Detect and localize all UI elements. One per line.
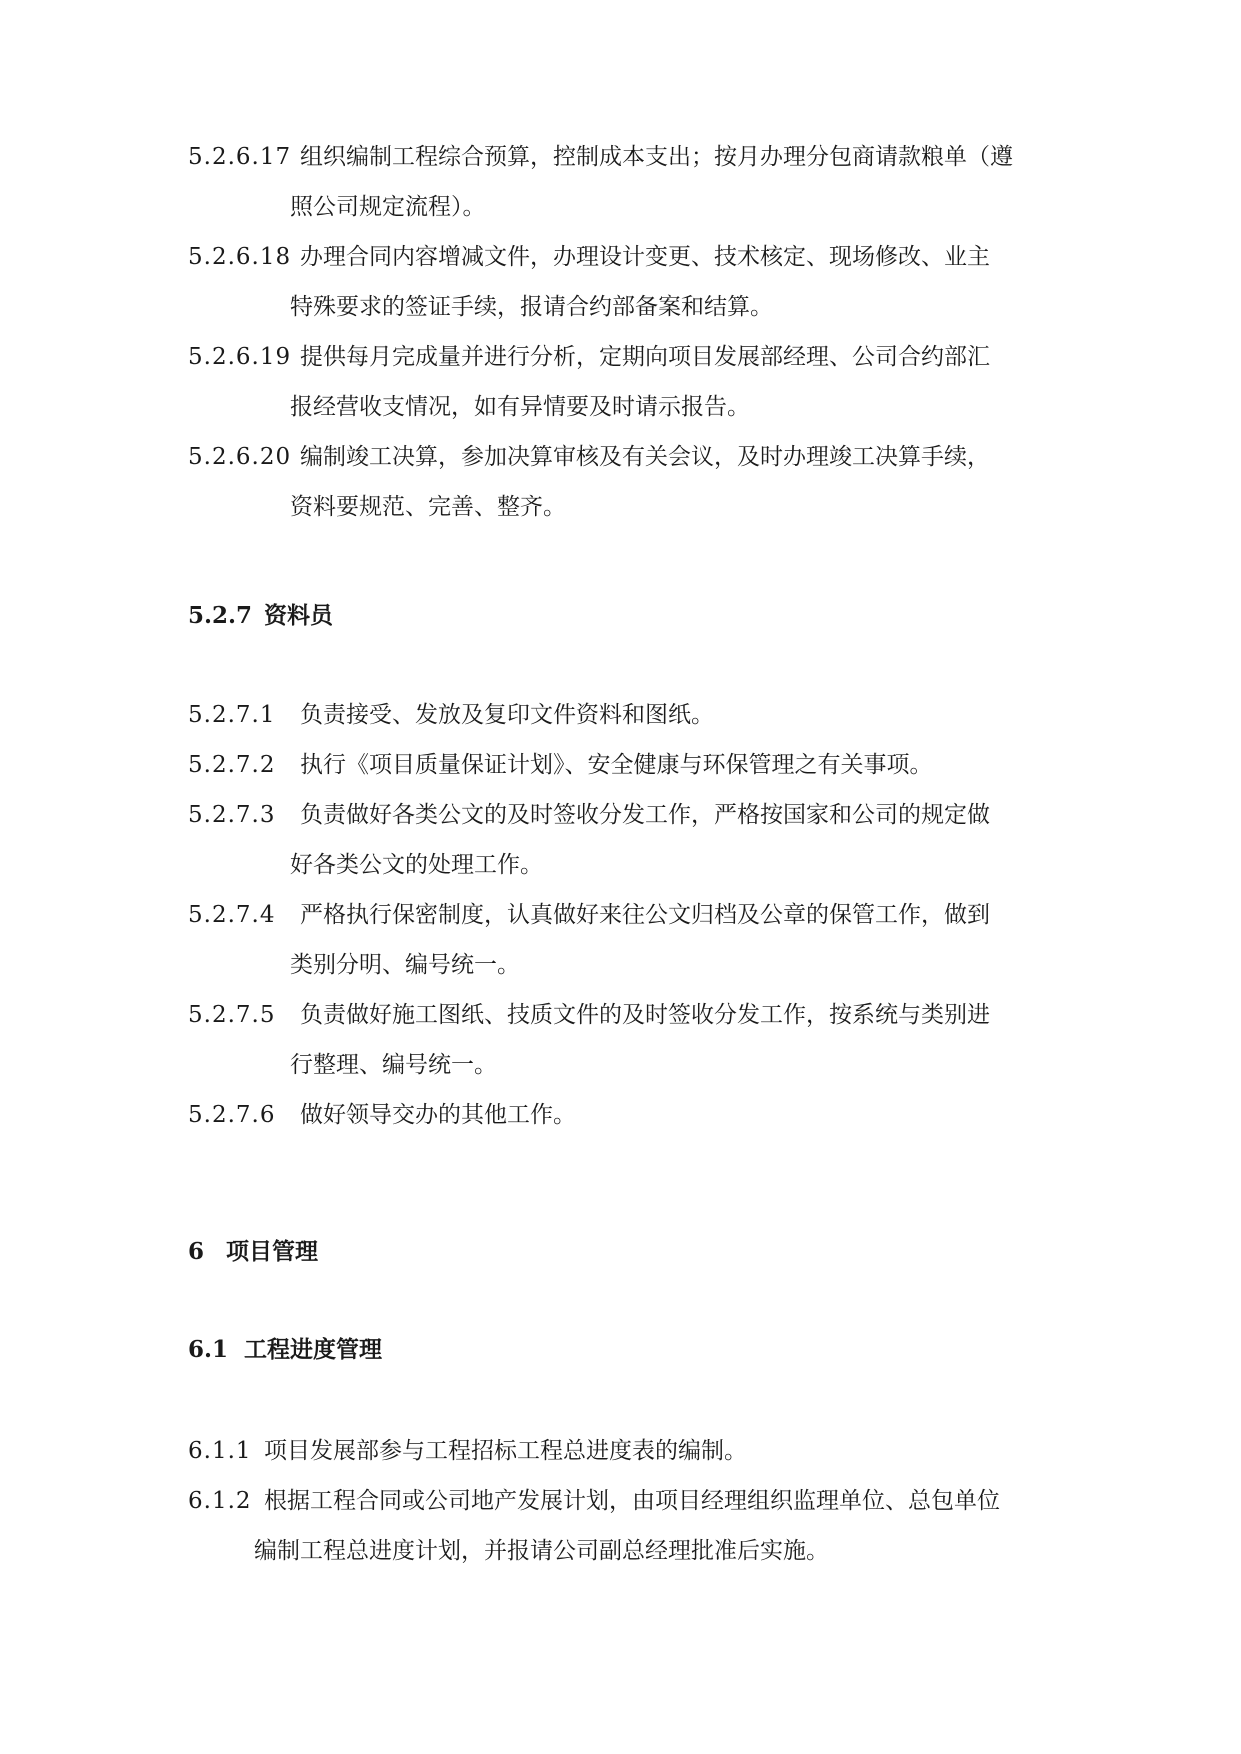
clause-text-line1: 执行《项目质量保证计划》、安全健康与环保管理之有关事项。 — [300, 752, 933, 778]
clause-text-line2: 报经营收支情况，如有异情要及时请示报告。 — [290, 394, 750, 420]
clause-number: 5.2.6.20 — [188, 444, 292, 470]
section-heading-5-2-7 — [188, 596, 333, 636]
section-heading-6-1 — [188, 1330, 382, 1370]
clause-number: 5.2.7.3 — [188, 802, 276, 828]
clause-text-line2: 特殊要求的签证手续，报请合约部备案和结算。 — [290, 294, 773, 320]
heading-number: 6 — [188, 1238, 205, 1265]
clause-text-line1: 办理合同内容增减文件，办理设计变更、技术核定、现场修改、业主 — [300, 244, 990, 270]
clause-text-line2: 类别分明、编号统一。 — [290, 952, 520, 978]
clause-text-line2: 好各类公文的处理工作。 — [290, 852, 543, 878]
clause-number: 5.2.7.5 — [188, 1002, 276, 1028]
clause-number: 5.2.6.17 — [188, 144, 292, 170]
heading-text: 工程进度管理 — [244, 1336, 382, 1363]
clause-number: 6.1.2 — [188, 1488, 252, 1514]
clause-text-line1: 负责接受、发放及复印文件资料和图纸。 — [300, 702, 714, 728]
clause-number: 5.2.7.1 — [188, 702, 276, 728]
clause-text-line1: 组织编制工程综合预算，控制成本支出；按月办理分包商请款粮单（遵 — [300, 144, 1013, 170]
clause-number: 5.2.7.4 — [188, 902, 276, 928]
clause-text-line2: 照公司规定流程）。 — [290, 194, 486, 220]
clause-text-line2: 资料要规范、完善、整齐。 — [290, 494, 566, 520]
heading-text: 资料员 — [264, 602, 333, 629]
clause-number: 5.2.7.6 — [188, 1102, 276, 1128]
clause-number: 6.1.1 — [188, 1438, 252, 1464]
clause-text-line2: 行整理、编号统一。 — [290, 1052, 497, 1078]
clause-text-line1: 提供每月完成量并进行分析，定期向项目发展部经理、公司合约部汇 — [300, 344, 990, 370]
clause-number: 5.2.6.18 — [188, 244, 292, 270]
heading-number: 5.2.7 — [188, 602, 253, 629]
clause-text-line1: 做好领导交办的其他工作。 — [300, 1102, 576, 1128]
heading-text: 项目管理 — [226, 1238, 318, 1265]
clause-text-line1: 项目发展部参与工程招标工程总进度表的编制。 — [264, 1438, 747, 1464]
clause-text-line1: 严格执行保密制度，认真做好来往公文归档及公章的保管工作，做到 — [300, 902, 990, 928]
chapter-heading-6 — [188, 1232, 318, 1272]
clause-text-line1: 根据工程合同或公司地产发展计划，由项目经理组织监理单位、总包单位 — [264, 1488, 1000, 1514]
heading-number: 6.1 — [188, 1336, 229, 1363]
clause-text-line1: 编制竣工决算，参加决算审核及有关会议，及时办理竣工决算手续， — [300, 444, 990, 470]
clause-text-line1: 负责做好施工图纸、技质文件的及时签收分发工作，按系统与类别进 — [300, 1002, 990, 1028]
clause-text-line2: 编制工程总进度计划，并报请公司副总经理批准后实施。 — [254, 1538, 829, 1564]
clause-number: 5.2.7.2 — [188, 752, 276, 778]
clause-text-line1: 负责做好各类公文的及时签收分发工作，严格按国家和公司的规定做 — [300, 802, 990, 828]
clause-number: 5.2.6.19 — [188, 344, 292, 370]
